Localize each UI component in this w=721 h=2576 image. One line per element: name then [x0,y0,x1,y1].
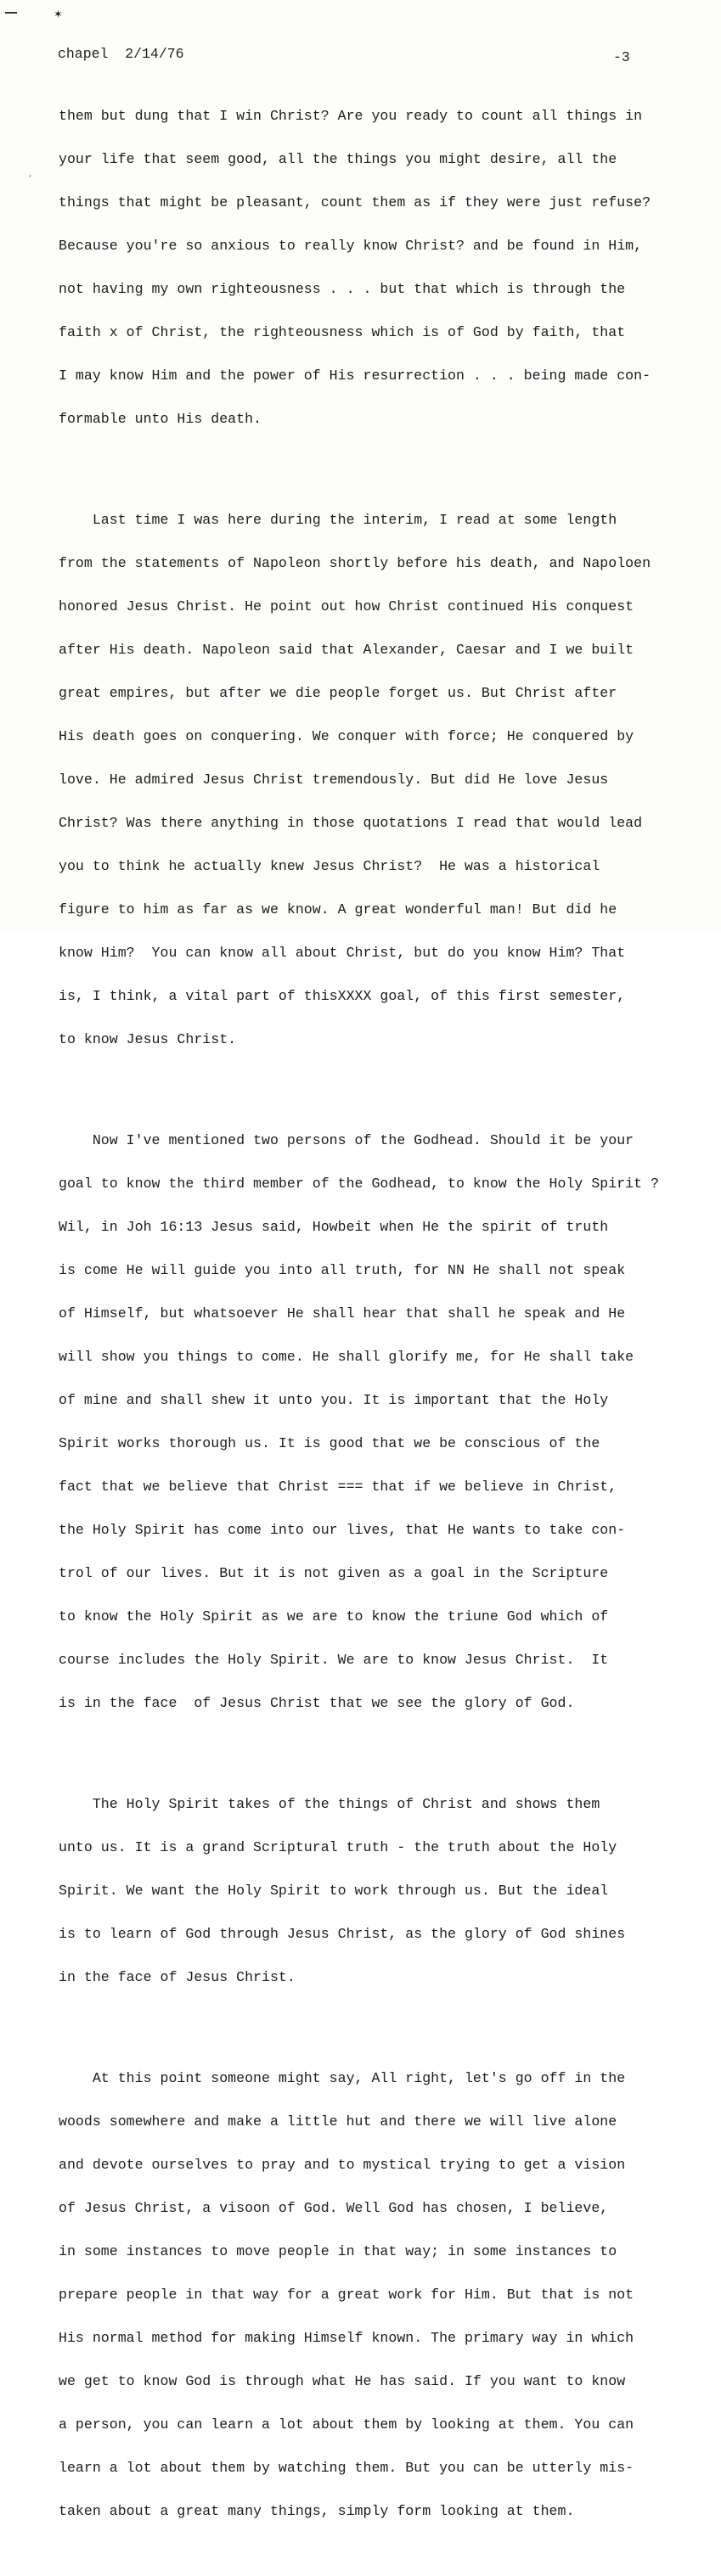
text-line: Christ? Was there anything in those quotations I read that would lead [59,815,643,831]
paragraph-3 [59,1104,721,1739]
text-line: Spirit. We want the Holy Spirit to work through us. But the ideal [59,1883,609,1899]
text-line: unto us. It is a grand Scriptural truth - the truth about the Holy [59,1839,617,1855]
text-line: fact that we believe that Christ === that if we believe in Christ, [59,1479,617,1495]
text-line: a person, you can learn a lot about them by looking at them. You can [59,2416,634,2433]
text-line: your life that seem good, all the things you might desire, all the [59,151,617,167]
text-line: trol of our lives. But it is not given as a goal in the Scripture [59,1565,609,1581]
paragraph-4 [59,1768,721,2013]
text-line: of mine and shall shew it unto you. It is important that the Holy [59,1392,609,1408]
text-line: to know the Holy Spirit as we are to know the triune God which of [59,1608,609,1625]
text-line: of Himself, but whatsoever He shall hear that shall he speak and He [59,1305,626,1322]
text-line: Last time I was here during the interim, I read at some length [59,512,617,528]
document-body [59,80,721,2576]
text-line: woods somewhere and make a little hut and there we will live alone [59,2113,617,2130]
text-line: Now I've mentioned two persons of the Godhead. Should it be your [59,1132,634,1148]
stray-dash-mark [5,12,17,14]
text-line: faith x of Christ, the righteousness which is of God by faith, that [59,324,626,340]
text-line: formable unto His death. [59,411,262,427]
paragraph-5 [59,2042,721,2547]
page-number: -3 [613,49,630,65]
margin-tick-mark: ‘ [29,174,32,183]
text-line: is come He will guide you into all truth, for NN He shall not speak [59,1262,626,1278]
text-line: and devote ourselves to pray and to mystical trying to get a vision [59,2157,626,2173]
text-line: Because you're so anxious to really know Christ? and be found in Him, [59,238,643,254]
stray-ink-mark: ✶ [54,8,63,21]
text-line: to know Jesus Christ. [59,1031,237,1047]
paragraph-2 [59,484,721,1075]
text-line: them but dung that I win Christ? Are you ready to count all things in [59,108,643,124]
text-line: I may know Him and the power of His resurrection . . . being made con- [59,368,651,384]
text-line: His normal method for making Himself known. The primary way in which [59,2330,634,2346]
paragraph-1 [59,80,721,455]
text-line: is in the face of Jesus Christ that we see the glory of God. [59,1695,575,1711]
text-line: of Jesus Christ, a visoon of God. Well God has chosen, I believe, [59,2200,609,2216]
text-line: Wil, in Joh 16:13 Jesus said, Howbeit when He the spirit of truth [59,1219,609,1235]
text-line: is to learn of God through Jesus Christ, as the glory of God shines [59,1926,626,1942]
text-line: will show you things to come. He shall glorify me, for He shall take [59,1349,634,1365]
text-line: goal to know the third member of the Godhead, to know the Holy Spirit ? [59,1176,660,1192]
text-line: figure to him as far as we know. A great wonderful man! But did he [59,901,617,918]
text-line: The Holy Spirit takes of the things of Christ and shows them [59,1796,600,1812]
text-line: love. He admired Jesus Christ tremendously. But did He love Jesus [59,772,609,788]
header-chapel-date: chapel 2/14/76 [58,46,184,62]
text-line: not having my own righteousness . . . but that which is through the [59,281,626,297]
text-line: His death goes on conquering. We conquer with force; He conquered by [59,728,634,744]
text-line: know Him? You can know all about Christ, but do you know Him? That [59,945,626,961]
text-line: is, I think, a vital part of thisXXXX goal, of this first semester, [59,988,626,1004]
text-line: honored Jesus Christ. He point out how Christ continued His conquest [59,598,634,615]
text-line: At this point someone might say, All right, let's go off in the [59,2070,626,2086]
text-line: we get to know God is through what He has said. If you want to know [59,2373,626,2389]
text-line: learn a lot about them by watching them. But you can be utterly mis- [59,2460,634,2476]
text-line: course includes the Holy Spirit. We are to know Jesus Christ. It [59,1652,609,1668]
text-line: prepare people in that way for a great work for Him. But that is not [59,2287,634,2303]
text-line: from the statements of Napoleon shortly before his death, and Napoloen [59,555,651,571]
text-line: the Holy Spirit has come into our lives, that He wants to take con- [59,1522,626,1538]
text-line: things that might be pleasant, count them as if they were just refuse? [59,194,651,210]
text-line: after His death. Napoleon said that Alexander, Caesar and I we built [59,642,634,658]
text-line: Spirit works thorough us. It is good that we be conscious of the [59,1435,600,1451]
text-line: great empires, but after we die people forget us. But Christ after [59,685,617,701]
text-line: in the face of Jesus Christ. [59,1969,296,1985]
text-line: in some instances to move people in that way; in some instances to [59,2243,617,2259]
text-line: taken about a great many things, simply form looking at them. [59,2503,575,2519]
text-line: you to think he actually knew Jesus Christ? He was a historical [59,858,600,874]
